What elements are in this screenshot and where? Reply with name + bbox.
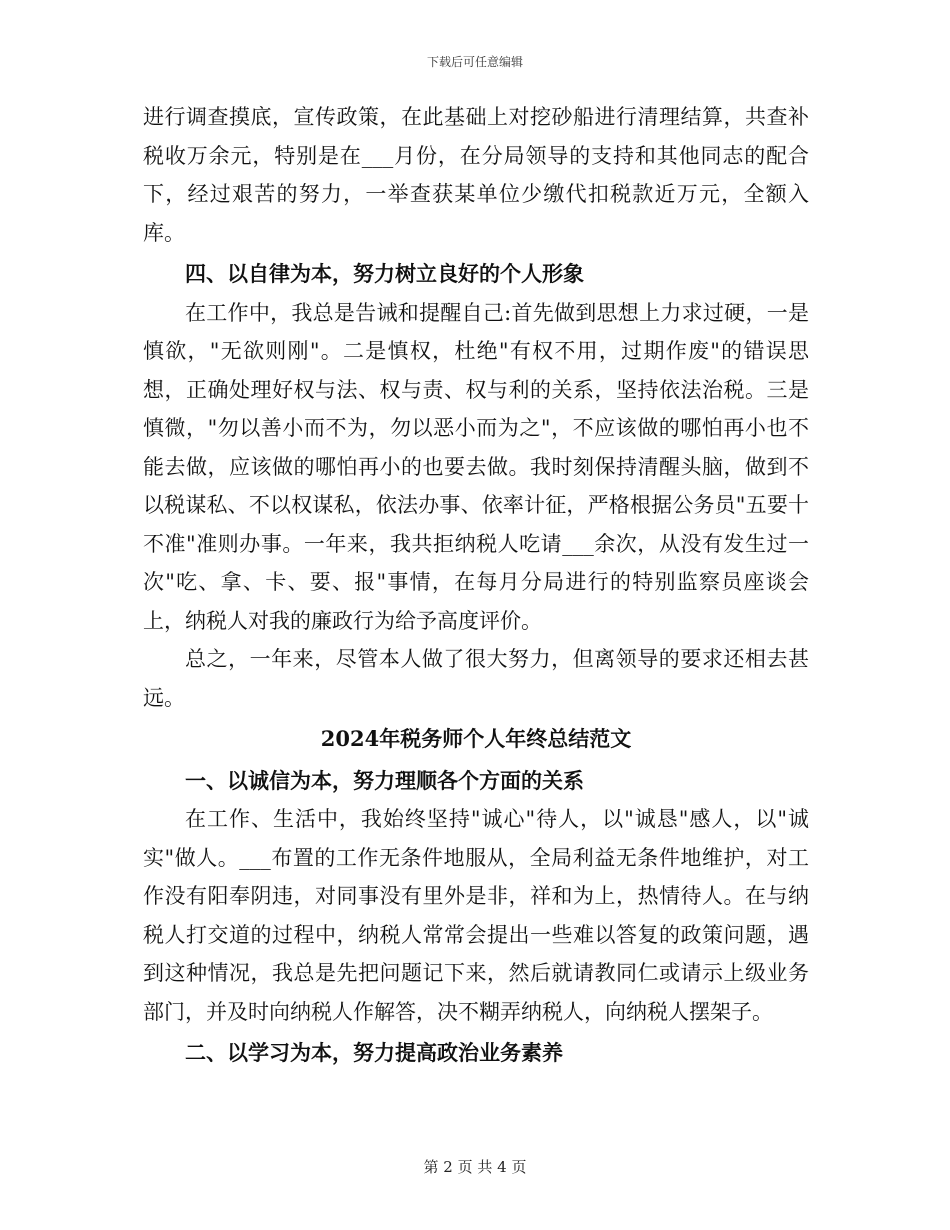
paragraph-continuation: 进行调查摸底，宣传政策，在此基础上对挖砂船进行清理结算，共查补税收万余元，特别是在___月份，在分局领导的支持和其他同志的配合下，经过艰苦的努力，一举查获某单位少缴代扣税款近万元，全额入库。	[143, 105, 809, 245]
section-heading-2: 二、以学习为本，努力提高政治业务素养	[185, 1040, 563, 1065]
document-body	[143, 98, 809, 1073]
page-header: 下载后可任意编辑	[426, 55, 523, 69]
document-title: 2024年税务师个人年终总结范文	[320, 726, 632, 751]
section-heading-1: 一、以诚信为本，努力理顺各个方面的关系	[185, 767, 584, 793]
section-heading-4: 四、以自律为本，努力树立良好的个人形象	[185, 261, 584, 286]
paragraph-conclusion: 总之，一年来，尽管本人做了很大努力，但离领导的要求还相去甚远。	[143, 647, 809, 710]
paragraph-self-discipline: 在工作中，我总是告诫和提醒自己:首先做到思想上力求过硬，一是慎欲，"无欲则刚"。二是慎权，杜绝"有权不用，过期作废"的错误思想，正确处理好权与法、权与责、权与利的关系，坚持依法治税。三是慎微，"勿以善小而不为，勿以恶小而为之"，不应该做的哪怕再小也不能去做，应该做的哪怕再小的也要去做。我时刻保持清醒头脑，做到不以税谋私、不以权谋私，依法办事、依率计征，严格根据公务员"五要十不准"准则办事。一年来，我共拒纳税人吃请___余次，从没有发生过一次"吃、拿、卡、要、报"事情，在每月分局进行的特别监察员座谈会上，纳税人对我的廉政行为给予高度评价。	[143, 300, 809, 633]
paragraph-integrity: 在工作、生活中，我始终坚持"诚心"待人，以"诚恳"感人，以"诚实"做人。___布置的工作无条件地服从，全局利益无条件地维护，对工作没有阳奉阴违，对同事没有里外是非，祥和为上，热情待人。在与纳税人打交道的过程中，纳税人常常会提出一些难以答复的政策问题，遇到这种情况，我总是先把问题记下来，然后就请教同仁或请示上级业务部门，并及时向纳税人作解答，决不糊弄纳税人，向纳税人摆架子。	[143, 807, 809, 1024]
page-footer: 第 2 页 共 4 页	[423, 1158, 527, 1176]
